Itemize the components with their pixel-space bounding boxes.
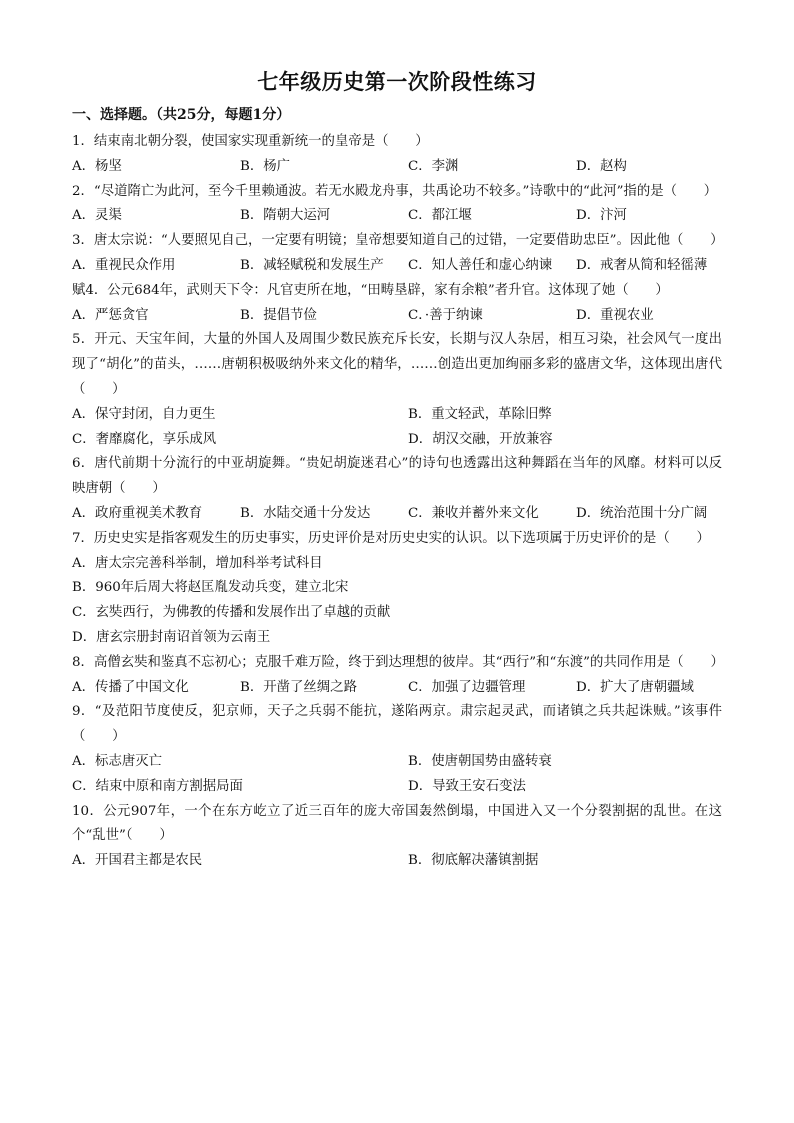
option-c: C．奢靡腐化，享乐成风 xyxy=(72,431,217,447)
question-stem: 9．“及范阳节度使反，犯京师，天子之兵弱不能抗，遂陷两京。肃宗起灵武，而诸镇之兵共起诛贼。”该事件（ ） xyxy=(72,704,722,745)
option-d: D．赵构 xyxy=(576,158,627,174)
page-title: 七年级历史第一次阶段性练习 xyxy=(257,69,537,94)
question-5 xyxy=(72,328,722,452)
option-a: A．开国君主都是农民 xyxy=(72,853,203,869)
question-stem: 6．唐代前期十分流行的中亚胡旋舞。“贵妃胡旋迷君心”的诗句也透露出这种舞蹈在当年的风靡。材料可以反映唐朝（ ） xyxy=(72,456,722,497)
option-b: B．重文轻武，革除旧弊 xyxy=(408,406,552,422)
question-6 xyxy=(72,452,722,526)
option-a: A．传播了中国文化 xyxy=(72,679,189,695)
options-row xyxy=(72,849,722,874)
option-c: C．兼收并蓄外来文化 xyxy=(408,505,539,521)
option-a: A．杨坚 xyxy=(72,158,122,174)
option-a: A．政府重视美术教育 xyxy=(72,505,203,521)
option-d: D．唐玄宗册封南诏首领为云南王 xyxy=(72,629,271,645)
question-10 xyxy=(72,800,722,874)
options-row xyxy=(72,155,722,180)
option-a: A．标志唐灭亡 xyxy=(72,753,163,769)
option-a: A．灵渠 xyxy=(72,208,122,224)
question-4 xyxy=(72,279,722,329)
options-row xyxy=(72,204,722,229)
option-b: B．隋朝大运河 xyxy=(240,208,331,224)
question-stem: 10．公元907年，一个在东方屹立了近三百年的庞大帝国轰然倒塌，中国进入又一个分裂割据的乱世。在这个“乱世”（ ） xyxy=(72,803,722,844)
option-a: A．严惩贪官 xyxy=(72,307,149,323)
question-9 xyxy=(72,700,722,799)
options-row xyxy=(72,403,722,453)
option-a: A．唐太宗完善科举制，增加科举考试科目 xyxy=(72,555,323,571)
exam-page xyxy=(72,66,722,874)
option-d: D．戒奢从简和轻徭薄 xyxy=(576,257,708,273)
question-stem: 5．开元、天宝年间，大量的外国人及周围少数民族充斥长安，长期与汉人杂居，相互习染，社会风气一度出现了“胡化”的苗头，……唐朝积极吸纳外来文化的精华，……创造出更加绚丽多彩的盛唐文华，这体现出唐代（ ） xyxy=(72,332,722,397)
option-a: A．重视民众作用 xyxy=(72,257,176,273)
option-d: D．导致王安石变法 xyxy=(408,778,526,794)
question-stem: 3．唐太宗说：“人要照见自己，一定要有明镜；皇帝想要知道自己的过错，一定要借助忠臣”。因此他（ ） xyxy=(72,233,724,249)
options-row xyxy=(72,502,722,527)
option-d: D．统治范围十分广阔 xyxy=(576,505,708,521)
question-2 xyxy=(72,180,722,230)
question-stem: 赋4．公元684年，武则天下令：凡官吏所在地，“田畴垦辟，家有余粮”者升官。这体现了她（ ） xyxy=(72,282,669,298)
option-b: B．减轻赋税和发展生产 xyxy=(240,257,384,273)
options-row xyxy=(72,750,722,800)
option-a: A．保守封闭，自力更生 xyxy=(72,406,216,422)
options-row xyxy=(72,676,722,701)
option-b: B．开凿了丝绸之路 xyxy=(240,679,357,695)
question-8 xyxy=(72,651,722,701)
option-d: D．汴河 xyxy=(576,208,627,224)
option-b: B．彻底解决藩镇割据 xyxy=(408,853,539,869)
question-stem: 8．高僧玄奘和鉴真不忘初心；克服千难万险，终于到达理想的彼岸。其“西行”和“东渡”的共同作用是（ ） xyxy=(72,654,724,670)
option-d: D．扩大了唐朝疆域 xyxy=(576,679,694,695)
question-stem: 2．“尽道隋亡为此河，至今千里赖通波。若无水殿龙舟事，共禹论功不较多。”诗歌中的“此河”指的是（ ） xyxy=(72,183,718,199)
options-row xyxy=(72,254,722,279)
question-3 xyxy=(72,229,722,279)
option-c: C．都江堰 xyxy=(408,208,472,224)
option-b: B．杨广 xyxy=(240,158,291,174)
question-stem: 7．历史史实是指客观发生的历史事实，历史评价是对历史史实的认识。以下选项属于历史评价的是（ ） xyxy=(72,530,710,546)
option-c: C．加强了边疆管理 xyxy=(408,679,526,695)
options-list xyxy=(72,552,722,651)
option-c: C．知人善任和虚心纳谏 xyxy=(408,257,553,273)
question-stem: 1．结束南北朝分裂，使国家实现重新统一的皇帝是（ ） xyxy=(72,134,429,149)
option-b: B．提倡节俭 xyxy=(240,307,317,323)
option-c: C．玄奘西行，为佛教的传播和发展作出了卓越的贡献 xyxy=(72,605,391,621)
option-d: D．重视农业 xyxy=(576,307,654,323)
options-row xyxy=(72,304,722,329)
option-c: C．结束中原和南方割据局面 xyxy=(72,778,243,794)
section-heading: 一、选择题。（共25分，每题1分） xyxy=(72,107,291,123)
question-1 xyxy=(72,130,722,180)
question-7 xyxy=(72,527,722,651)
option-b: B．960年后周大将赵匡胤发动兵变，建立北宋 xyxy=(72,580,349,596)
option-b: B．使唐朝国势由盛转衰 xyxy=(408,753,552,769)
option-c: C．李渊 xyxy=(408,158,459,174)
option-c: C．·善于纳谏 xyxy=(408,307,483,323)
option-b: B．水陆交通十分发达 xyxy=(240,505,371,521)
option-d: D．胡汉交融，开放兼容 xyxy=(408,431,553,447)
